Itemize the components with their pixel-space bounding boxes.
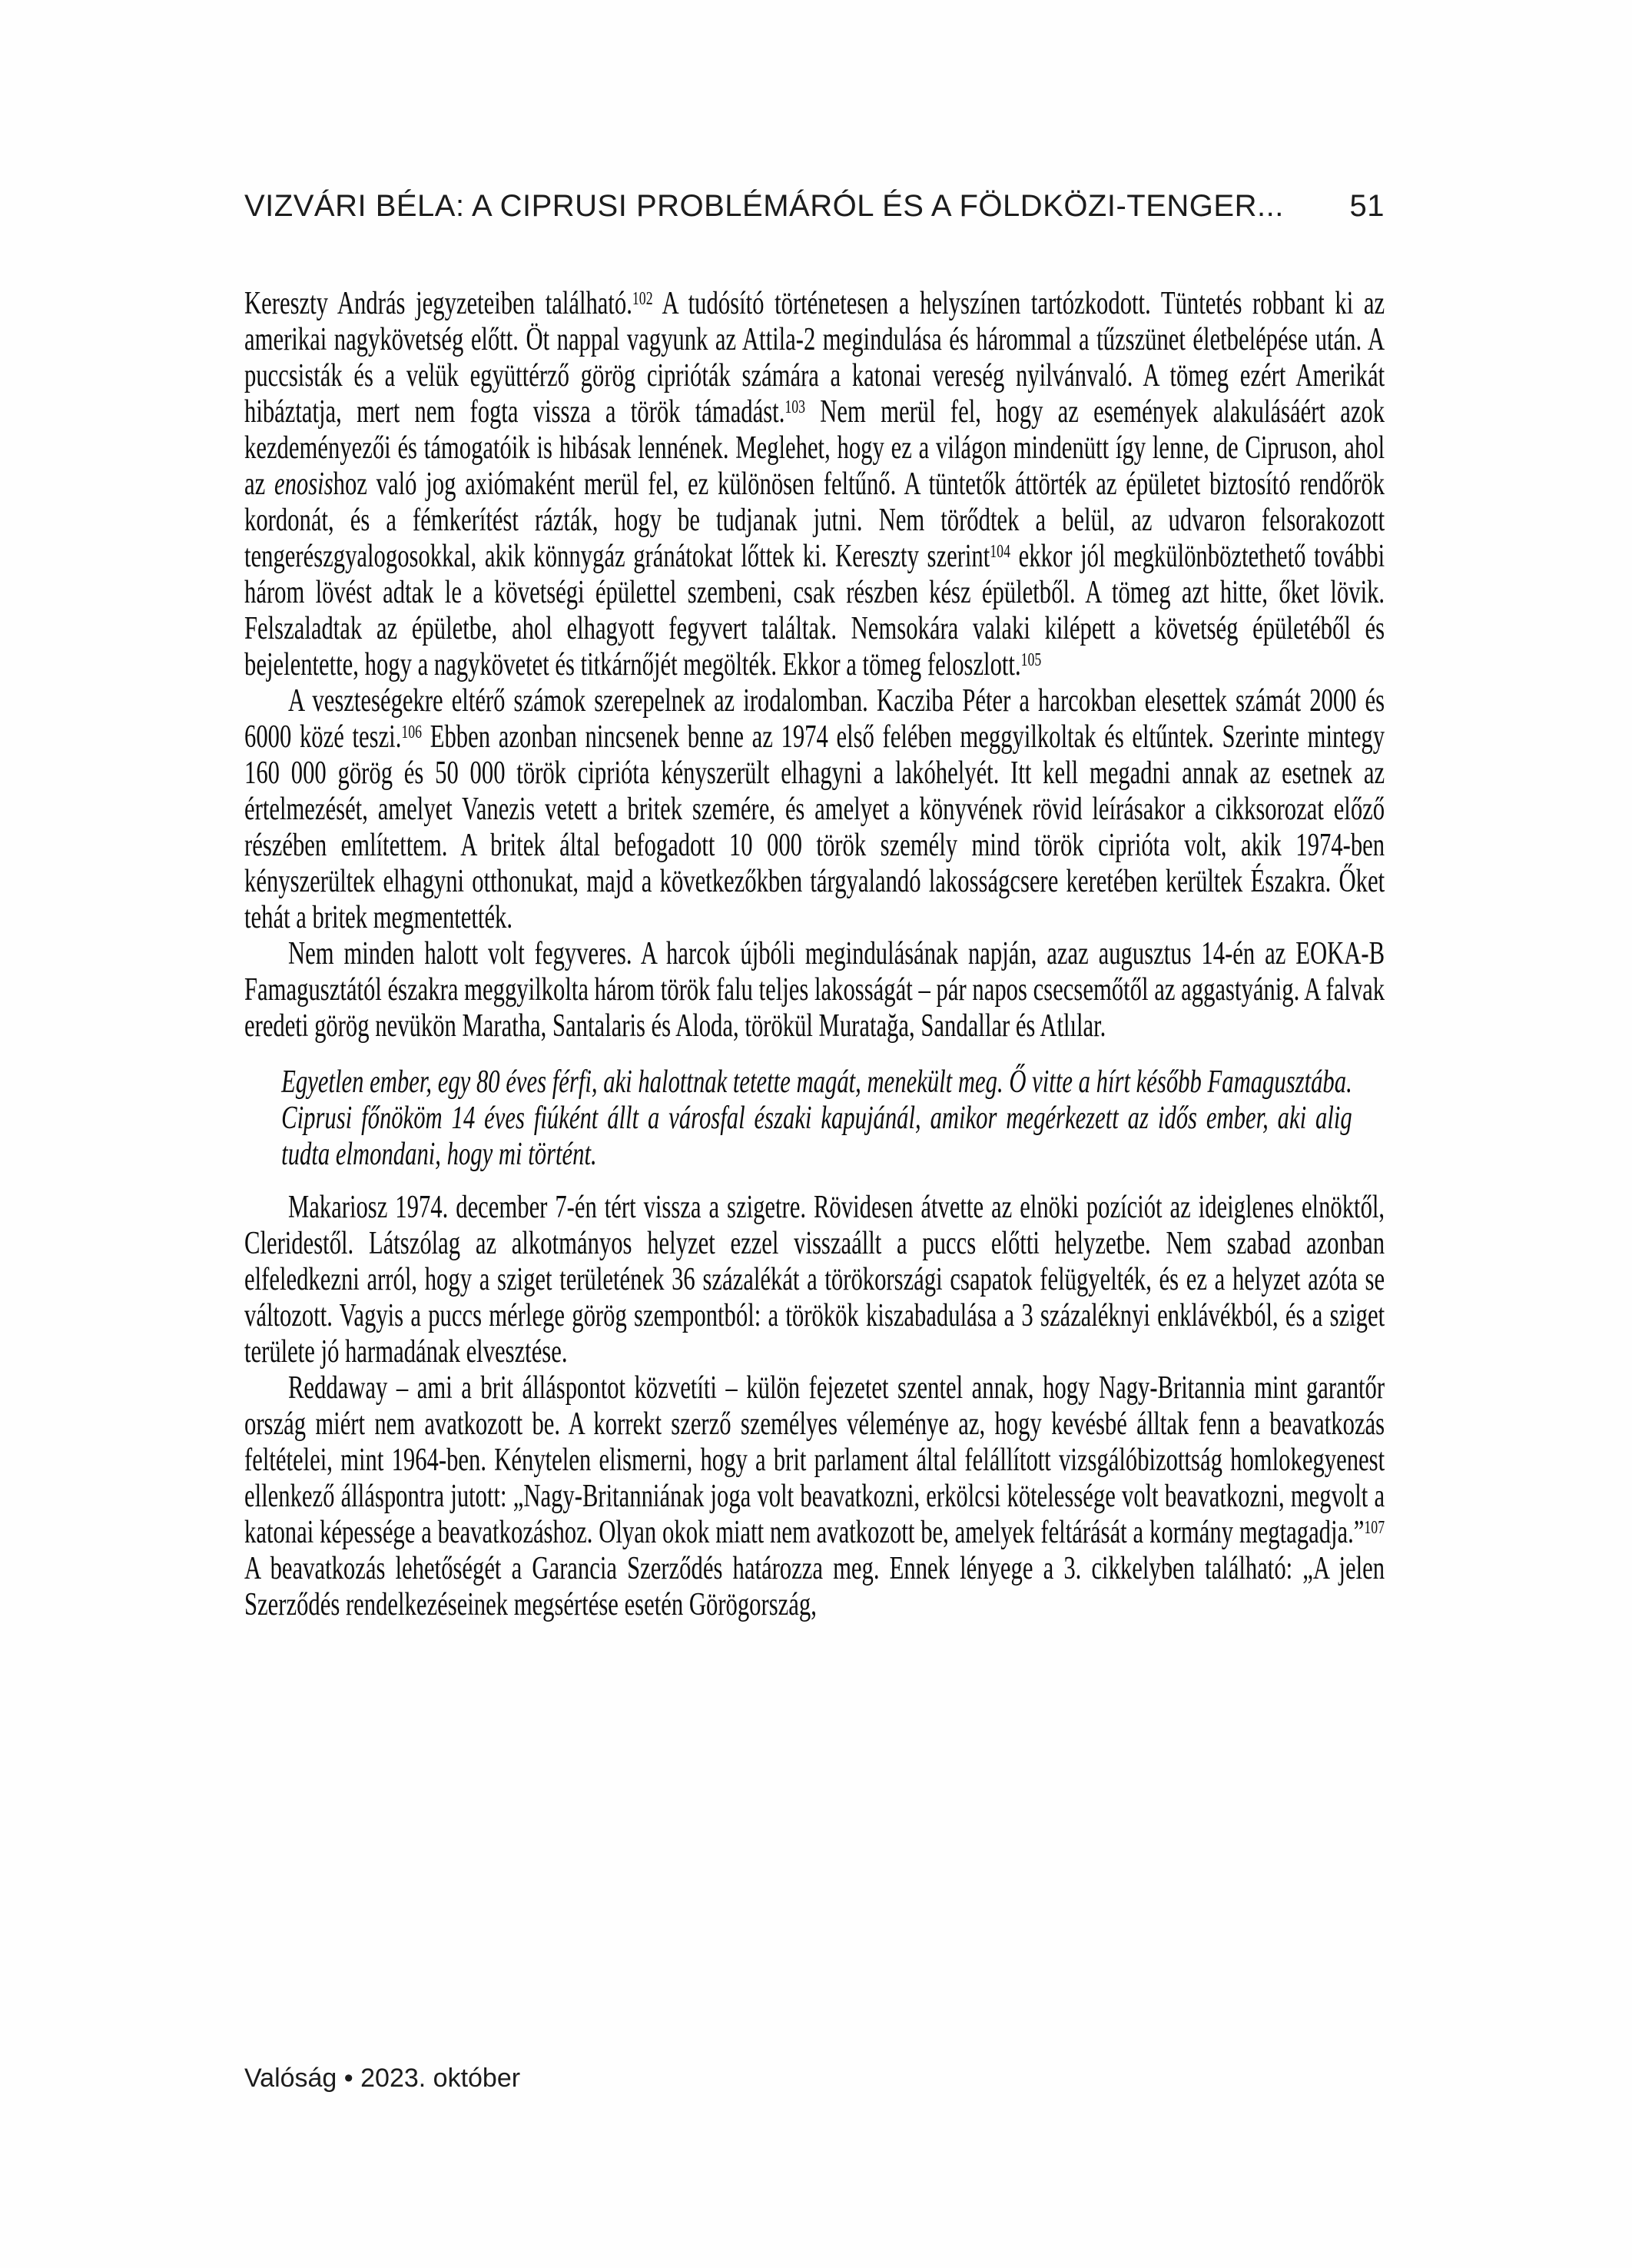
footnote-ref: 102	[632, 288, 653, 310]
paragraph	[244, 286, 1385, 683]
page-number: 51	[1349, 189, 1385, 223]
text-run: Makariosz 1974. december 7-én tért vissza a szigetre. Rövidesen átvette az elnöki pozíciót az ideiglenes elnöktől, Cleridestől. Látszólag az alkotmányos helyzet ezzel visszaállt a puccs előtti helyzetbe. Nem szabad azonban elfeledkezni arról, hogy a sziget területének 36 százalékát a törökországi csapatok felügyelték, és ez a helyzet azóta se változott. Vagyis a puccs mérlege görög szempontból: a törökök kiszabadulása a 3 százaléknyi enklávékból, és a sziget területe jó harmadának elvesztése.	[244, 1190, 1385, 1370]
text-run: Nem minden halott volt fegyveres. A harcok újbóli megindulásának napján, azaz augusztus 14-én az EOKA-B Famagusztától északra meggyilkolta három török falu teljes lakosságát – pár napos csecsemőtől az aggastyánig. A falvak eredeti görög nevükön Maratha, Santalaris és Aloda, törökül Muratağa, Sandallar és Atlılar.	[244, 936, 1385, 1044]
text-run: A veszteségekre eltérő számok szerepelnek az irodalomban. Kacziba Péter a harcokban elesettek számát 2000 és 6000 közé teszi.	[244, 683, 1385, 755]
text-run: A beavatkozás lehetőségét a Garancia Szerződés határozza meg. Ennek lényege a 3. cikkelyben található: „A jelen Szerződés rendelkezéseinek megsértése esetén Görögország,	[244, 1551, 1385, 1622]
text-run: ekkor jól megkülönböztethető további három lövést adtak le a követségi épülettel szembeni, csak részben kész épületből. A tömeg azt hitte, őket lövik. Felszaladtak az épületbe, ahol elhagyott fegyvert találtak. Nemsokára valaki kilépett a követség épületéből és bejelentette, hogy a nagykövetet és titkárnőjét megölték. Ekkor a tömeg feloszlott.	[244, 539, 1385, 682]
text-run: Egyetlen ember, egy 80 éves férfi, aki halottnak tetette magát, menekült meg. Ő vitte a hírt később Famagusztába. Ciprusi főnököm 14 éves fiúként állt a városfal északi kapujánál, amikor megérkezett az idős ember, aki alig tudta elmondani, hogy mi történt.	[281, 1064, 1352, 1172]
footnote-ref: 103	[784, 397, 806, 418]
text-run: Kereszty András jegyzeteiben található.	[244, 286, 632, 321]
paragraph	[244, 1370, 1385, 1623]
block-quote	[281, 1064, 1352, 1173]
text-run: Nem merül fel, hogy az események alakulásáért azok kezdeményezői és támogatóik is hibásak lennének. Meglehet, hogy ez a világon mindenütt így lenne, de Cipruson, ahol az	[244, 394, 1385, 502]
text-run: Ebben azonban nincsenek benne az 1974 első felében meggyilkoltak és eltűntek. Szerinte mintegy 160 000 görög és 50 000 török ciprióta kényszerült elhagyni a lakóhelyét. Itt kell megadni annak az esetnek az értelmezését, amelyet Vanezis vetett a britek szemére, és amelyet a könyvének rövid leírásakor a cikksorozat előző részében említettem. A britek által befogadott 10 000 török személy mind török ciprióta volt, akik 1974-ben kényszerültek elhagyni otthonukat, majd a következőkben tárgyalandó lakosságcsere keretében kerültek Északra. Őket tehát a britek megmentették.	[244, 719, 1385, 935]
page-footer	[244, 2064, 520, 2093]
footnote-ref: 104	[990, 541, 1010, 563]
page-body	[244, 286, 1385, 1623]
text-run: Reddaway – ami a brit álláspontot közvetíti – külön fejezetet szentel annak, hogy Nagy-Britannia mint garantőr ország miért nem avatkozott be. A korrekt szerző személyes véleménye az, hogy kevésbé álltak fenn a beavatkozás feltételei, mint 1964-ben. Kénytelen elismerni, hogy a brit parlament által felállított vizsgálóbizottság homlokegyenest ellenkező álláspontra jutott: „Nagy-Britanniának joga volt beavatkozni, erkölcsi kötelessége volt beavatkozni, megvolt a katonai képessége a beavatkozáshoz. Olyan okok miatt nem avatkozott be, amelyek feltárását a kormány megtagadja.”	[244, 1370, 1385, 1550]
footnote-ref: 106	[401, 722, 423, 743]
running-title: VIZVÁRI BÉLA: A CIPRUSI PROBLÉMÁRÓL ÉS A FÖLDKÖZI-TENGER...	[244, 189, 1284, 223]
running-header	[244, 189, 1385, 223]
text-run: A tudósító történetesen a helyszínen tartózkodott. Tüntetés robbant ki az amerikai nagykövetség előtt. Öt nappal vagyunk az Attila-2 megindulása és hárommal a tűzszünet életbelépése után. A puccsisták és a velük együttérző görög ciprióták számára a katonai vereség nyilvánvaló. A tömeg ezért Amerikát hibáztatja, mert nem fogta vissza a török támadást.	[244, 286, 1385, 430]
text-run: hoz való jog axiómaként merül fel, ez különösen feltűnő. A tüntetők áttörték az épületet biztosító rendőrök kordonát, és a fémkerítést rázták, hogy be tudjanak jutni. Nem törődtek a belül, az udvaron felsorakozott tengerészgyalogosokkal, akik könnygáz gránátokat lőttek ki. Kereszty szerint	[244, 467, 1385, 574]
footnote-ref: 107	[1364, 1517, 1385, 1539]
footnote-ref: 105	[1020, 649, 1042, 671]
paragraph	[244, 683, 1385, 936]
paragraph	[244, 936, 1385, 1044]
paragraph	[244, 1190, 1385, 1370]
journal-footer-text: Valóság • 2023. október	[244, 2064, 521, 2093]
italic-term: enosis	[274, 467, 333, 502]
